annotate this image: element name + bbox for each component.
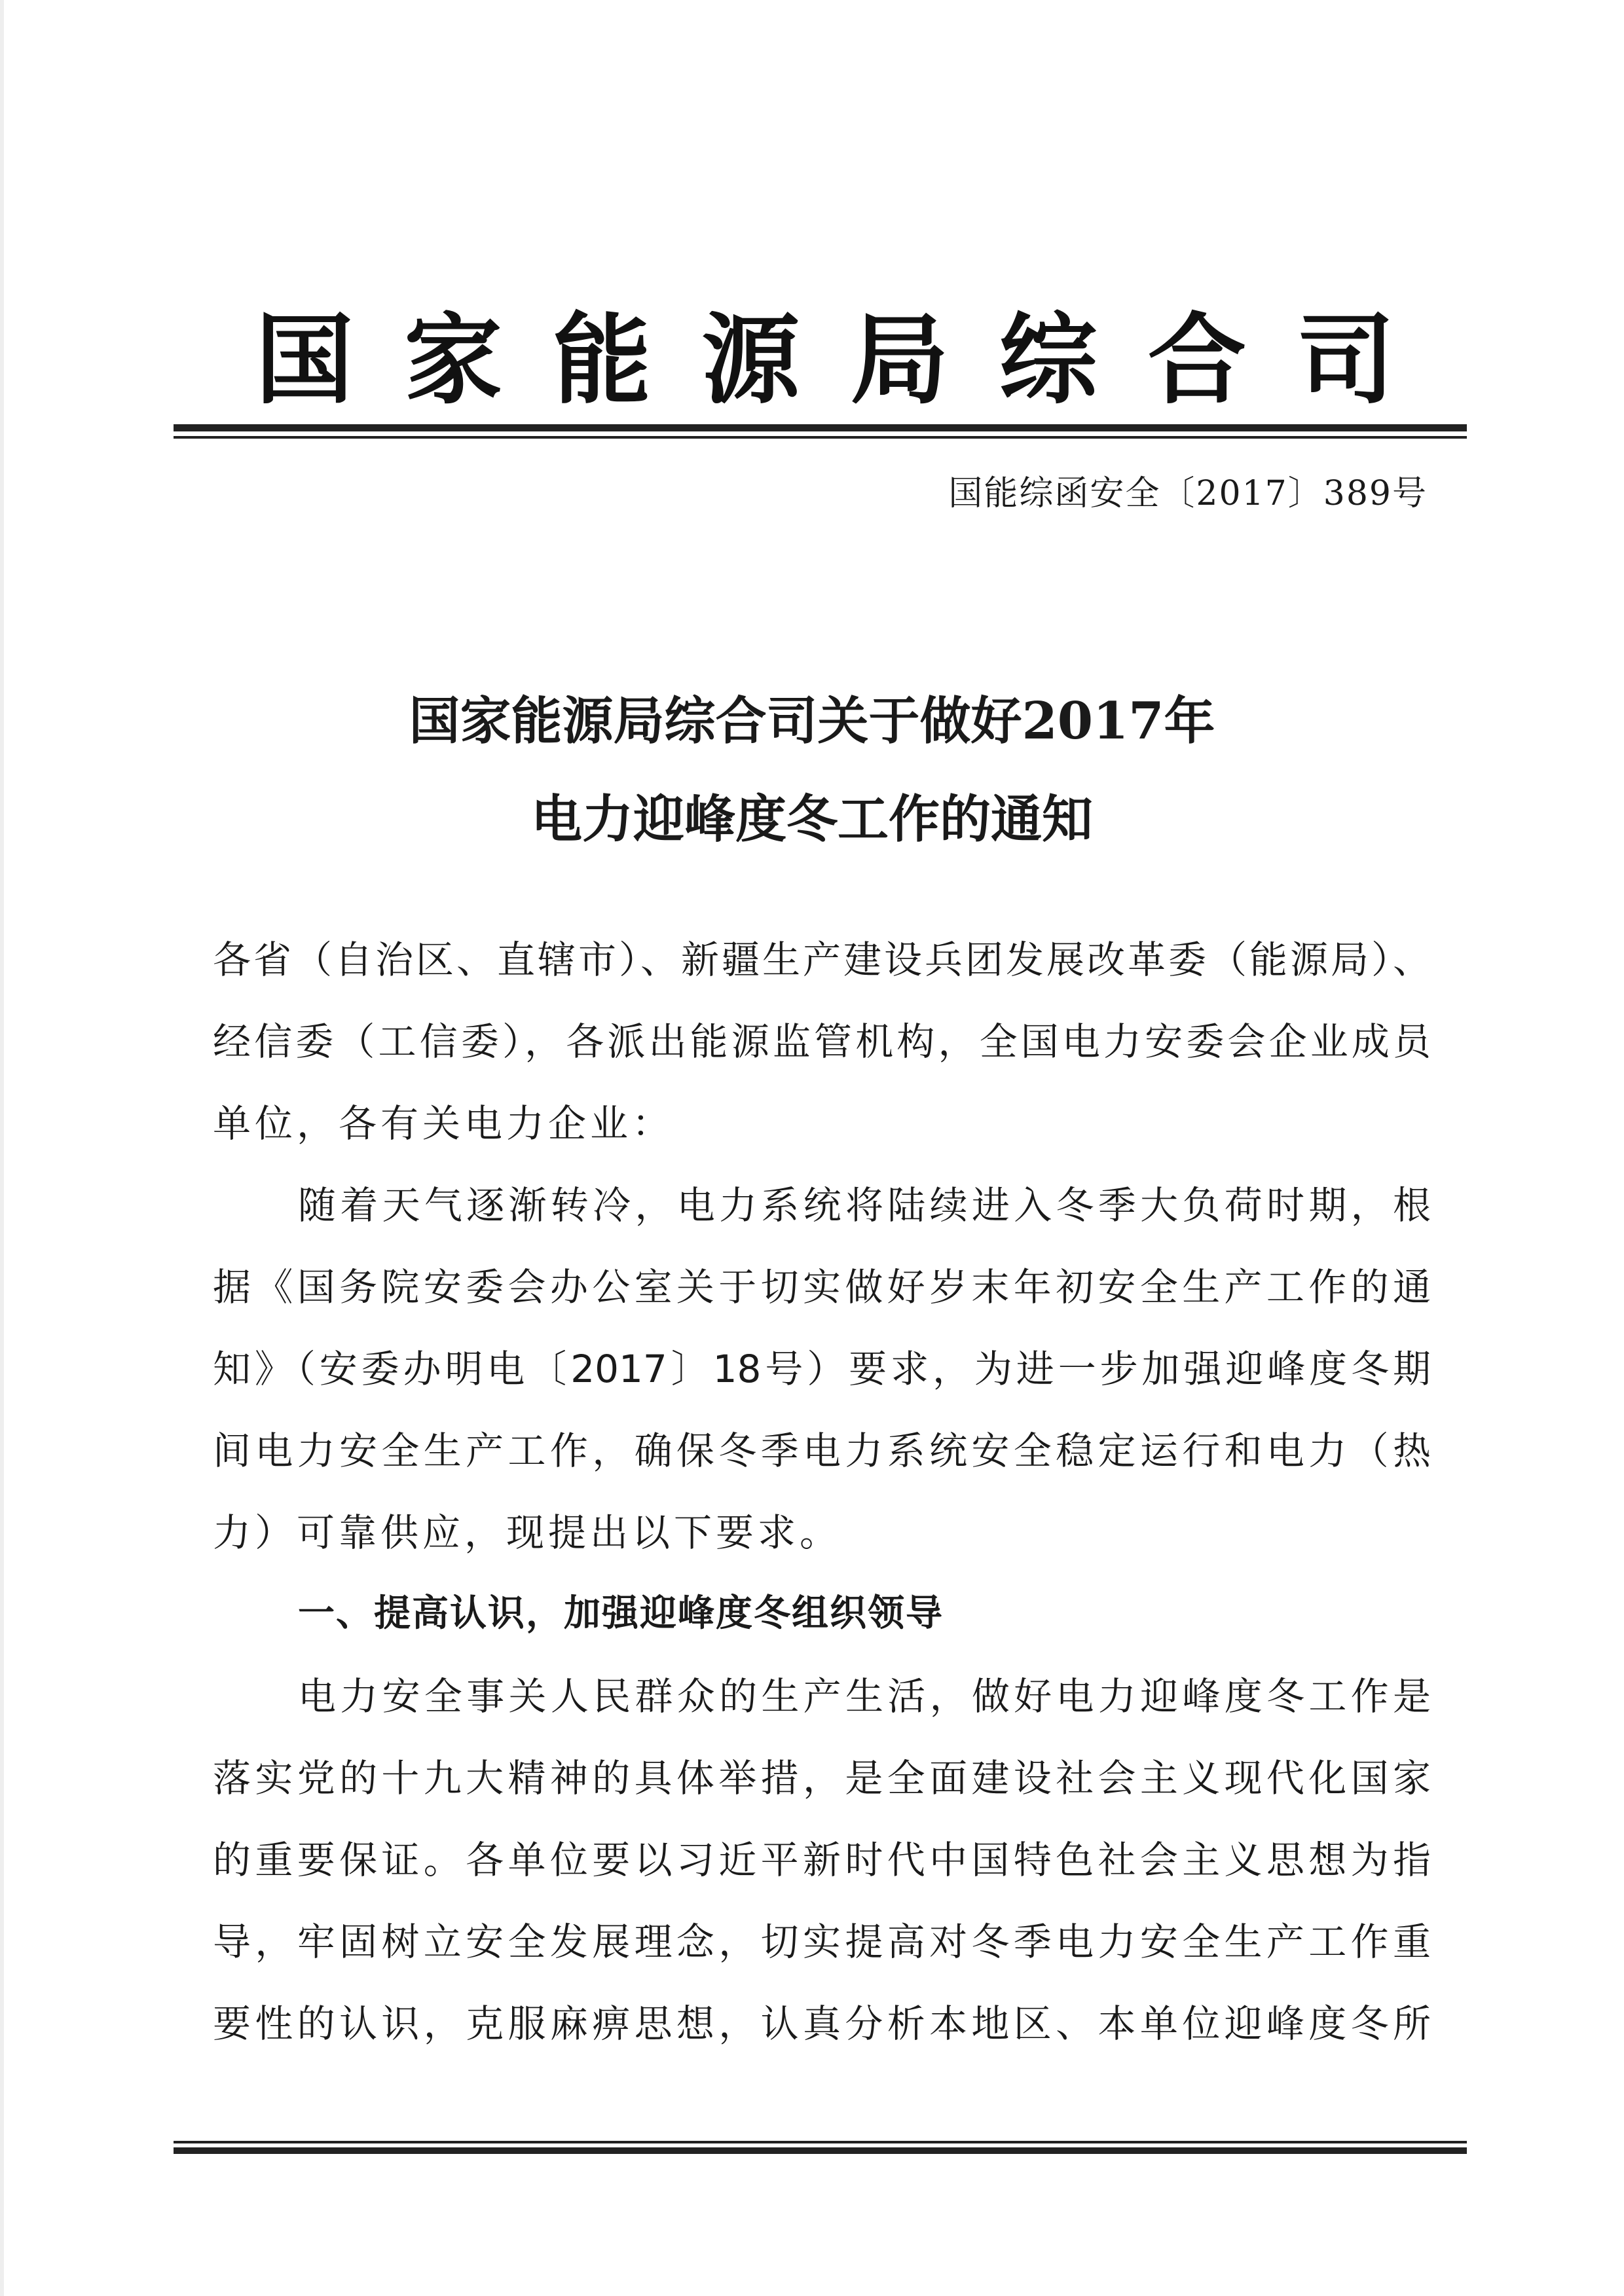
- addressee-line: 经信委（工信委），各派出能源监管机构，全国电力安委会企业成员: [213, 1019, 1431, 1064]
- intro-line: 知》（安委办明电〔2017〕18号）要求，为进一步加强迎峰度冬期: [213, 1347, 1431, 1391]
- header-rule-thick: [174, 424, 1467, 431]
- masthead-char: 能: [553, 302, 652, 418]
- document-title-line-2: 电力迎峰度冬工作的通知: [530, 790, 1093, 849]
- footer-rule-thin: [174, 2141, 1467, 2143]
- section-1-line: 要性的认识，克服麻痹思想，认真分析本地区、本单位迎峰度冬所: [213, 2001, 1431, 2046]
- masthead-char: 局: [850, 302, 949, 418]
- section-1-line: 电力安全事关人民群众的生产生活，做好电力迎峰度冬工作是: [298, 1674, 1431, 1719]
- section-1-line: 的重要保证。各单位要以习近平新时代中国特色社会主义思想为指: [213, 1838, 1431, 1882]
- scan-edge-shadow: [0, 0, 4, 2296]
- section-1-line: 落实党的十九大精神的具体举措，是全面建设社会主义现代化国家: [213, 1756, 1431, 1800]
- addressee-line: 各省（自治区、直辖市）、新疆生产建设兵团发展改革委（能源局）、: [213, 938, 1431, 982]
- masthead-char: 综: [999, 302, 1098, 418]
- intro-line: 间电力安全生产工作，确保冬季电力系统安全稳定运行和电力（热: [213, 1429, 1431, 1473]
- masthead-org-name: [255, 298, 1395, 422]
- intro-line: 随着天气逐渐转冷，电力系统将陆续进入冬季大负荷时期，根: [298, 1183, 1431, 1228]
- masthead-char: 合: [1147, 302, 1246, 418]
- addressee-line: 单位，各有关电力企业：: [213, 1101, 674, 1146]
- document-title-line-1: 国家能源局综合司关于做好2017年: [409, 691, 1215, 751]
- section-heading: 一、提高认识，加强迎峰度冬组织领导: [298, 1592, 944, 1635]
- intro-line: 力）可靠供应，现提出以下要求。: [213, 1510, 842, 1555]
- masthead-char: 家: [404, 302, 503, 418]
- masthead-char: 司: [1296, 302, 1395, 418]
- section-1-line: 导，牢固树立安全发展理念，切实提高对冬季电力安全生产工作重: [213, 1920, 1431, 1964]
- footer-rule-thick: [174, 2147, 1467, 2154]
- masthead-char: 源: [701, 302, 800, 418]
- intro-line: 据《国务院安委会办公室关于切实做好岁末年初安全生产工作的通: [213, 1265, 1431, 1309]
- document-number: 国能综函安全〔2017〕389号: [948, 474, 1428, 513]
- masthead-char: 国: [255, 302, 354, 418]
- header-rule-thin: [174, 436, 1467, 439]
